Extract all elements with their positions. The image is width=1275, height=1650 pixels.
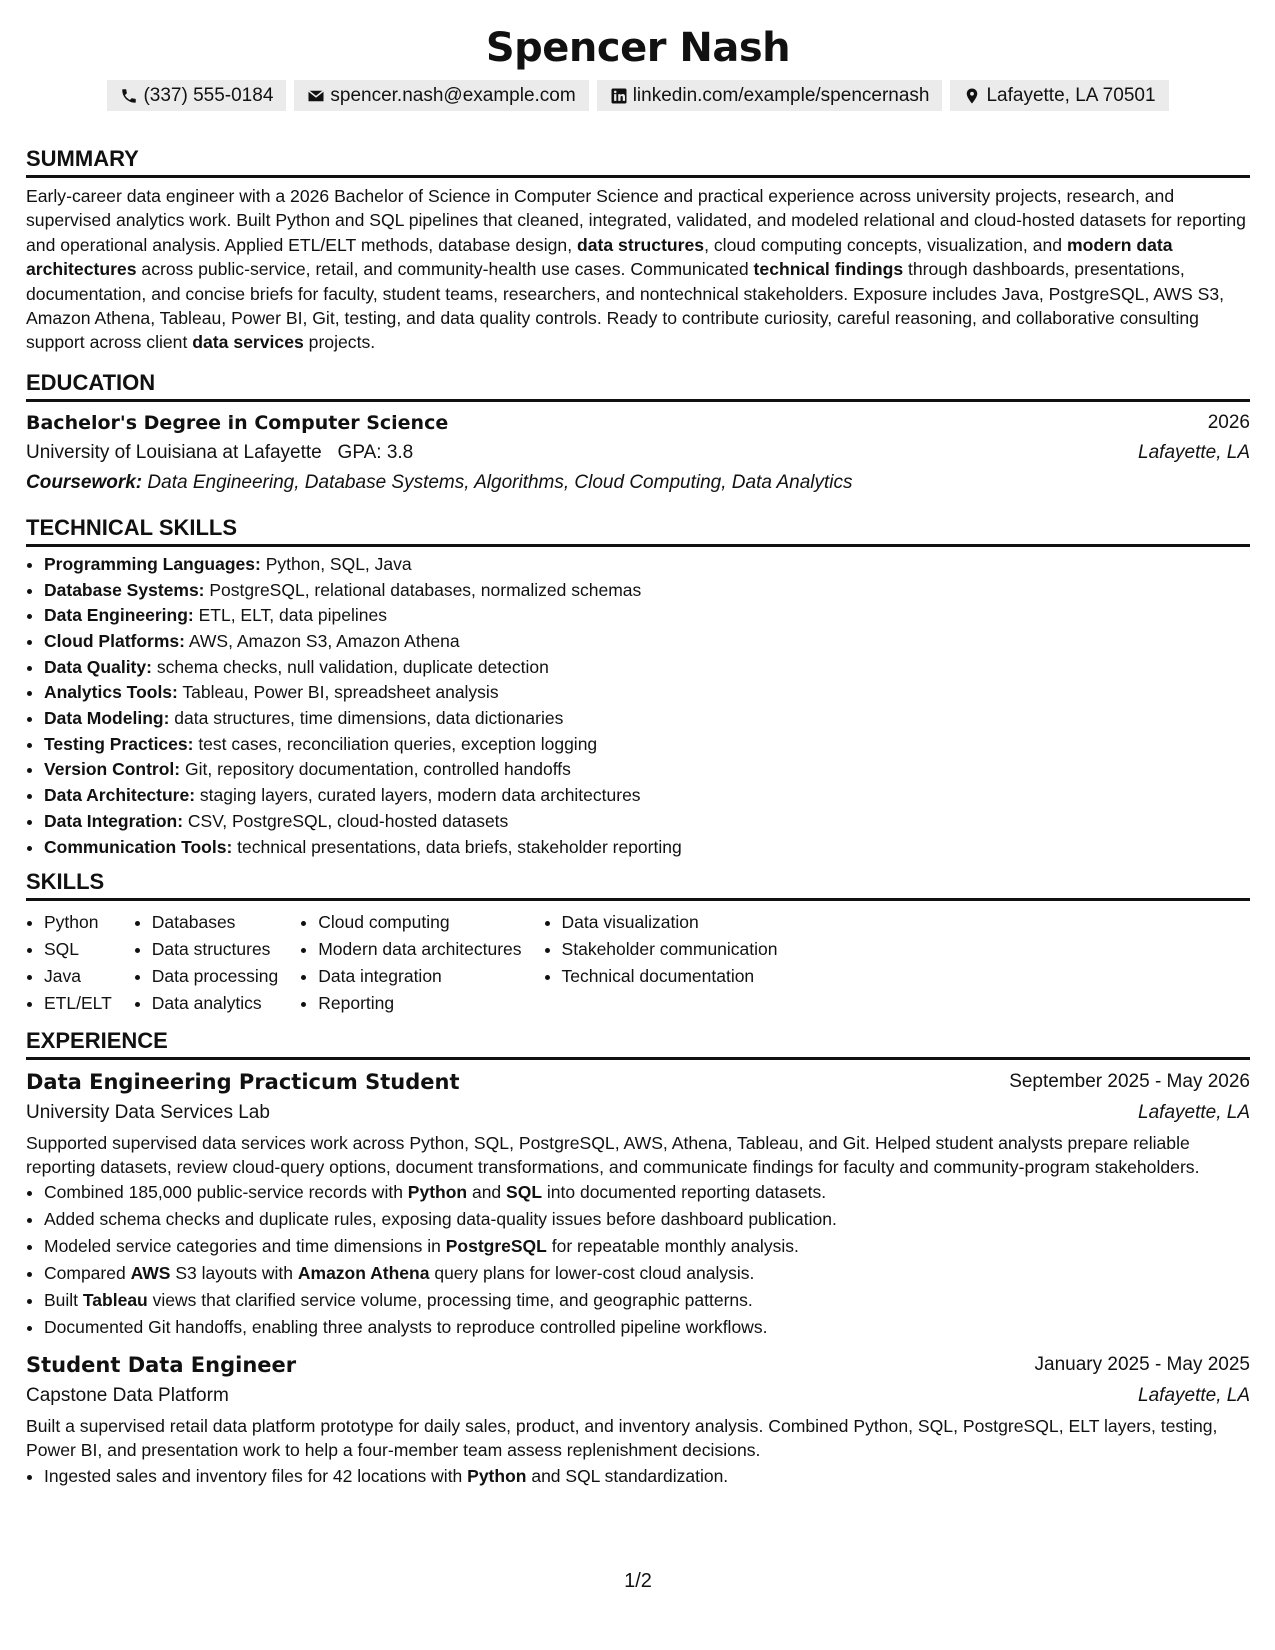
job-title: Data Engineering Practicum Student (26, 1070, 460, 1095)
skill-item: • Data structures (152, 936, 278, 963)
job-organization: Capstone Data Platform (26, 1385, 229, 1407)
job-title: Student Data Engineer (26, 1353, 297, 1378)
job-bullets (26, 1463, 1250, 1490)
skills-heading: SKILLS (26, 868, 1250, 901)
phone-text: (337) 555-0184 (143, 85, 274, 106)
school-location: Lafayette, LA (1138, 441, 1250, 463)
phone-chip[interactable] (107, 80, 286, 111)
job-bullet: • Documented Git handoffs, enabling three analysts to reproduce controlled pipeline workflows. (44, 1314, 1250, 1341)
skill-item: • Modern data architectures (318, 936, 521, 963)
job-bullet: • Added schema checks and duplicate rules, exposing data-quality issues before dashboard publication. (44, 1206, 1250, 1233)
skills-section (26, 868, 1250, 1017)
job-organization: University Data Services Lab (26, 1102, 270, 1124)
job-bullet: • Ingested sales and inventory files for 42 locations with Python and SQL standardization. (44, 1463, 1250, 1490)
summary-section (26, 145, 1250, 355)
technical-skill-item: • Analytics Tools: Tableau, Power BI, spreadsheet analysis (44, 680, 1250, 706)
technical-skill-item: • Data Engineering: ETL, ELT, data pipelines (44, 603, 1250, 629)
skill-item: • Data analytics (152, 990, 278, 1017)
skill-item: • Data visualization (562, 909, 778, 936)
job-entry (26, 1349, 1250, 1489)
skill-item: • Databases (152, 909, 278, 936)
phone-icon (120, 87, 138, 105)
skill-item: • Stakeholder communication (562, 936, 778, 963)
technical-skills-heading: TECHNICAL SKILLS (26, 514, 1250, 547)
map-pin-icon (963, 87, 981, 105)
coursework: Coursework: Data Engineering, Database Systems, Algorithms, Cloud Computing, Data Analytics (26, 471, 853, 493)
technical-skill-item: • Database Systems: PostgreSQL, relational databases, normalized schemas (44, 578, 1250, 604)
job-dates: January 2025 - May 2025 (1034, 1354, 1250, 1376)
skill-item: • Cloud computing (318, 909, 521, 936)
education-section (26, 369, 1250, 498)
graduation-year: 2026 (1207, 411, 1250, 433)
skills-col-4 (544, 909, 778, 1017)
location-text: Lafayette, LA 70501 (986, 85, 1156, 106)
job-description: Built a supervised retail data platform prototype for daily sales, product, and inventory analysis. Combined Python, SQL, PostgreSQL, ELT layers, testing, Power BI, and presentation work to help a four-member team assess replenishment decisions. (26, 1416, 1218, 1461)
job-dates: September 2025 - May 2026 (1009, 1071, 1250, 1093)
resume-page (26, 0, 1250, 1650)
technical-skill-item: • Data Quality: schema checks, null validation, duplicate detection (44, 655, 1250, 681)
email-chip[interactable] (294, 80, 588, 111)
skill-item: • Java (44, 963, 112, 990)
technical-skills-list (26, 552, 1250, 860)
technical-skill-item: • Programming Languages: Python, SQL, Java (44, 552, 1250, 578)
page-number: 1/2 (624, 1570, 652, 1592)
technical-skill-item: • Cloud Platforms: AWS, Amazon S3, Amazon Athena (44, 629, 1250, 655)
skill-item: • Python (44, 909, 112, 936)
technical-skill-item: • Communication Tools: technical presentations, data briefs, stakeholder reporting (44, 835, 1250, 861)
technical-skill-item: • Data Architecture: staging layers, curated layers, modern data architectures (44, 783, 1250, 809)
email-text: spencer.nash@example.com (330, 85, 576, 106)
technical-skill-item: • Data Modeling: data structures, time dimensions, data dictionaries (44, 706, 1250, 732)
summary-text: Early-career data engineer with a 2026 Bachelor of Science in Computer Science and practical experience across university projects, research, and supervised analytics work. Built Python and SQL pipelines that cleaned, integrated, validated, and modeled relational and cloud-hosted datasets for reporting and operational analysis. Applied ETL/ELT methods, database design, data structures, cloud computing concepts, visualization, and modern data architectures across public-service, retail, and community-health use cases. Communicated technical findings through dashboards, presentations, documentation, and concise briefs for faculty, student teams, researchers, and nontechnical stakeholders. Exposure includes Java, PostgreSQL, AWS S3, Amazon Athena, Tableau, Power BI, Git, testing, and data quality controls. Ready to contribute curiosity, careful reasoning, and collaborative consulting support across client data services projects. (26, 186, 1246, 353)
experience-heading: EXPERIENCE (26, 1027, 1250, 1060)
candidate-name: Spencer Nash (485, 25, 791, 71)
linkedin-text: linkedin.com/example/spencernash (632, 85, 930, 106)
skill-item: • SQL (44, 936, 112, 963)
job-location: Lafayette, LA (1138, 1102, 1250, 1124)
skills-col-3 (300, 909, 521, 1017)
skill-item: • Data processing (152, 963, 278, 990)
envelope-icon (307, 87, 325, 105)
skill-item: • ETL/ELT (44, 990, 112, 1017)
technical-skills-section (26, 514, 1250, 860)
technical-skill-item: • Testing Practices: test cases, reconciliation queries, exception logging (44, 732, 1250, 758)
school-name: University of Louisiana at Lafayette GPA: 3.8 (26, 441, 414, 463)
education-heading: EDUCATION (26, 369, 1250, 402)
summary-heading: SUMMARY (26, 145, 1250, 178)
technical-skill-item: • Version Control: Git, repository documentation, controlled handoffs (44, 757, 1250, 783)
job-location: Lafayette, LA (1138, 1385, 1250, 1407)
job-description: Supported supervised data services work across Python, SQL, PostgreSQL, AWS, Athena, Tableau, and Git. Helped student analysts prepare reliable reporting datasets, review cloud-query options, document transformations, and communicate findings for faculty and community-program stakeholders. (26, 1133, 1200, 1177)
technical-skill-item: • Data Integration: CSV, PostgreSQL, cloud-hosted datasets (44, 809, 1250, 835)
experience-section (26, 1027, 1250, 1489)
job-bullet: • Compared AWS S3 layouts with Amazon Athena query plans for lower-cost cloud analysis. (44, 1260, 1250, 1287)
job-entry (26, 1066, 1250, 1341)
location-chip (950, 80, 1168, 111)
job-bullet: • Combined 185,000 public-service records with Python and SQL into documented reporting datasets. (44, 1179, 1250, 1206)
job-bullet: • Modeled service categories and time dimensions in PostgreSQL for repeatable monthly analysis. (44, 1233, 1250, 1260)
job-bullet: • Built Tableau views that clarified service volume, processing time, and geographic patterns. (44, 1287, 1250, 1314)
linkedin-chip[interactable] (597, 80, 943, 111)
skill-item: • Data integration (318, 963, 521, 990)
contact-bar (26, 80, 1250, 111)
skill-item: • Technical documentation (562, 963, 778, 990)
degree-name: Bachelor's Degree in Computer Science (26, 411, 449, 434)
skills-columns (26, 909, 1250, 1017)
skill-item: • Reporting (318, 990, 521, 1017)
skills-col-2 (134, 909, 278, 1017)
job-bullets (26, 1179, 1250, 1341)
linkedin-icon (610, 87, 628, 105)
skills-col-1 (26, 909, 112, 1017)
